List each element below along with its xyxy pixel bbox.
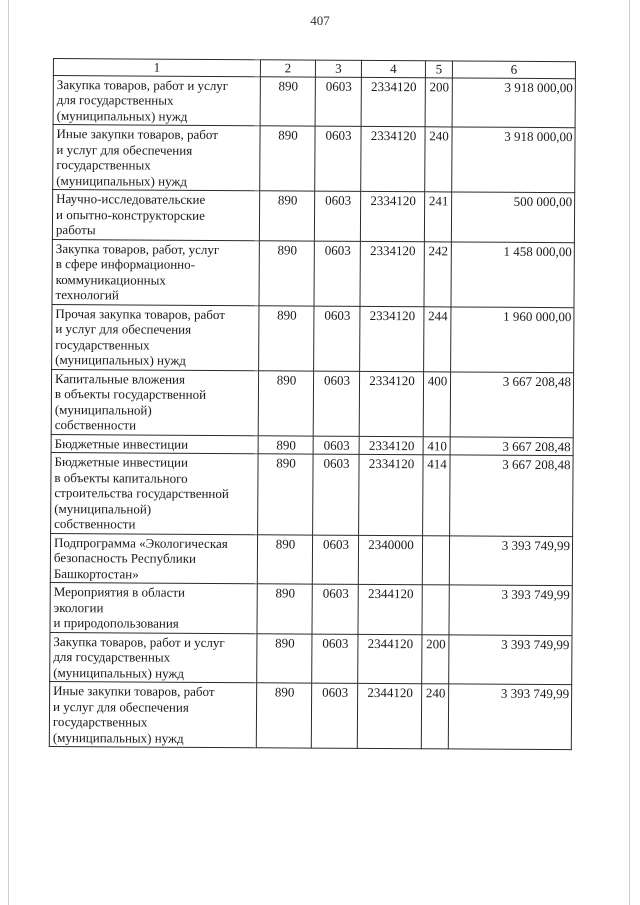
row-name-cell [51,452,258,534]
row-code-3: 0603 [313,371,359,436]
table-row [52,239,574,307]
row-code-4: 2334120 [361,126,425,191]
row-code-4: 2340000 [358,535,422,585]
row-name-line: Бюджетные инвестиции [54,435,189,452]
row-code-4: 2334120 [360,241,424,306]
row-name-cell [49,681,256,747]
row-code-3: 0603 [315,77,361,127]
row-name-line: (муниципальных) нужд [56,107,188,124]
row-amount: 3 393 749,99 [449,585,572,635]
table-body [49,75,575,750]
row-name-line: безопасность Республики [53,550,197,566]
row-name-cell [53,75,260,126]
row-code-3: 0603 [314,191,360,241]
table-row [52,304,574,372]
row-name-line: Мероприятия в области [53,584,186,600]
row-name-line: Иные закупки товаров, работ [56,126,218,143]
row-name-cell [52,239,259,305]
row-name-line: в сфере информационно- [55,256,196,272]
row-code-5: 400 [423,371,450,436]
row-name-line: строительства государственной [54,485,229,502]
row-name-line: и природопользования [53,615,179,631]
row-name-line: Капитальные вложения [54,370,186,387]
row-code-2: 890 [259,305,314,370]
row-name-line: государственных [55,336,150,353]
row-code-5: 414 [423,455,450,536]
row-code-5: 410 [423,436,450,455]
row-name-line: государственных [56,157,151,173]
row-amount: 3 667 208,48 [450,436,573,455]
row-name-line: Иные закупки товаров, работ [53,683,215,699]
row-code-4: 2334120 [361,77,425,127]
row-name-line: для государственных [53,649,171,665]
row-name-line: и услуг для обеспечения [52,698,189,715]
row-code-3: 0603 [311,683,357,748]
row-code-2: 890 [259,240,314,305]
row-name-line: для государственных [56,92,174,108]
row-name-line: (муниципальных) нужд [52,729,184,746]
scan-edge-right [629,0,630,905]
row-name-line: и услуг для обеспечения [56,141,193,158]
row-amount: 1 960 000,00 [451,306,574,372]
row-name-line: государственных [52,714,148,730]
row-amount: 3 393 749,99 [448,684,571,750]
row-code-2: 890 [256,683,311,748]
row-name-line: (муниципальных) нужд [53,664,185,681]
row-code-2: 890 [260,76,315,126]
table-row [52,190,574,243]
row-name-line: (муниципальных) нужд [56,172,188,189]
header-col-5: 5 [425,61,452,78]
row-name-line: работы [55,222,96,238]
row-name-line: Бюджетные инвестиции [54,454,189,470]
row-name-cell [52,304,259,370]
row-name-cell [53,125,260,191]
row-code-4: 2344120 [358,634,422,684]
row-name-cell [50,632,257,683]
row-code-3: 0603 [314,306,360,371]
row-code-3: 0603 [313,436,359,455]
table-row [50,632,572,685]
row-name-line: и опытно-конструкторские [56,206,205,223]
row-amount: 3 918 000,00 [452,77,575,127]
row-code-2: 890 [259,191,314,241]
row-name-line: Подпрограмма «Экологическая [53,534,228,551]
table-row [53,75,575,128]
budget-table [49,58,576,750]
row-code-5: 200 [422,634,449,684]
row-name-cell [51,434,258,454]
row-code-5: 240 [425,127,452,192]
row-code-5: 242 [424,241,451,306]
row-amount: 3 393 749,99 [449,535,572,585]
row-name-cell [52,190,259,241]
row-name-line: Закупка товаров, работ и услуг [56,76,229,93]
row-name-cell [50,582,257,633]
row-code-3: 0603 [314,241,360,306]
row-name-line: и услуг для обеспечения [55,321,192,337]
row-code-2: 890 [260,126,315,191]
table-row [51,369,573,437]
header-col-4: 4 [361,60,425,77]
row-code-4: 2334120 [359,436,423,455]
row-amount: 500 000,00 [451,192,574,242]
row-code-5 [422,585,449,635]
header-col-6: 6 [452,61,575,78]
header-col-2: 2 [260,60,315,77]
row-name-line: Башкортостан» [53,565,139,582]
table-row [49,681,571,749]
row-code-2: 890 [257,534,312,584]
row-code-4: 2344120 [357,683,421,748]
row-code-5 [422,535,449,585]
row-amount: 3 667 208,48 [450,455,573,536]
row-code-4: 2334120 [359,454,423,535]
row-code-2: 890 [258,435,313,454]
row-name-line: коммуникационных [55,271,166,288]
row-name-line: Научно-исследовательские [56,191,206,207]
row-amount: 3 667 208,48 [450,371,573,437]
row-code-5: 241 [424,192,451,242]
table-row [53,125,575,193]
row-name-line: (муниципальных) нужд [55,352,186,368]
row-amount: 3 393 749,99 [449,634,572,684]
row-code-3: 0603 [312,584,358,634]
row-name-line: собственности [54,516,136,532]
row-name-line: (муниципальной) [54,500,152,517]
row-code-5: 200 [425,77,452,127]
row-amount: 3 918 000,00 [452,127,575,193]
row-code-4: 2334120 [359,371,423,436]
row-code-2: 890 [258,370,313,435]
header-col-3: 3 [315,60,361,77]
row-code-4: 2344120 [358,584,422,634]
row-code-3: 0603 [313,454,359,535]
row-code-2: 890 [257,633,312,683]
row-code-2: 890 [258,454,313,535]
row-name-line: (муниципальной) [54,401,152,418]
row-name-line: Прочая закупка товаров, работ [55,305,226,322]
row-name-cell [50,533,257,584]
row-code-3: 0603 [312,535,358,585]
table-row [50,533,572,586]
row-name-line: технологий [55,287,119,303]
row-name-line: в объекты государственной [54,386,207,402]
row-amount: 1 458 000,00 [451,241,574,307]
table-row [50,582,572,635]
header-col-1: 1 [53,59,260,77]
row-name-cell [51,369,258,435]
row-name-line: экологии [53,599,104,615]
row-code-5: 244 [424,306,451,371]
row-code-5: 240 [421,684,448,749]
row-name-line: собственности [54,417,137,433]
row-code-3: 0603 [315,126,361,191]
row-name-line: Закупка товаров, работ и услуг [53,633,225,650]
row-name-line: Закупка товаров, работ, услуг [55,240,220,257]
row-code-4: 2334120 [360,191,424,241]
row-code-4: 2334120 [360,306,424,371]
row-name-line: в объекты капитального [54,469,188,486]
table-row [51,452,573,536]
row-code-3: 0603 [312,634,358,684]
page-number: 407 [310,13,330,28]
scan-edge-left [8,0,9,905]
row-code-2: 890 [257,584,312,634]
